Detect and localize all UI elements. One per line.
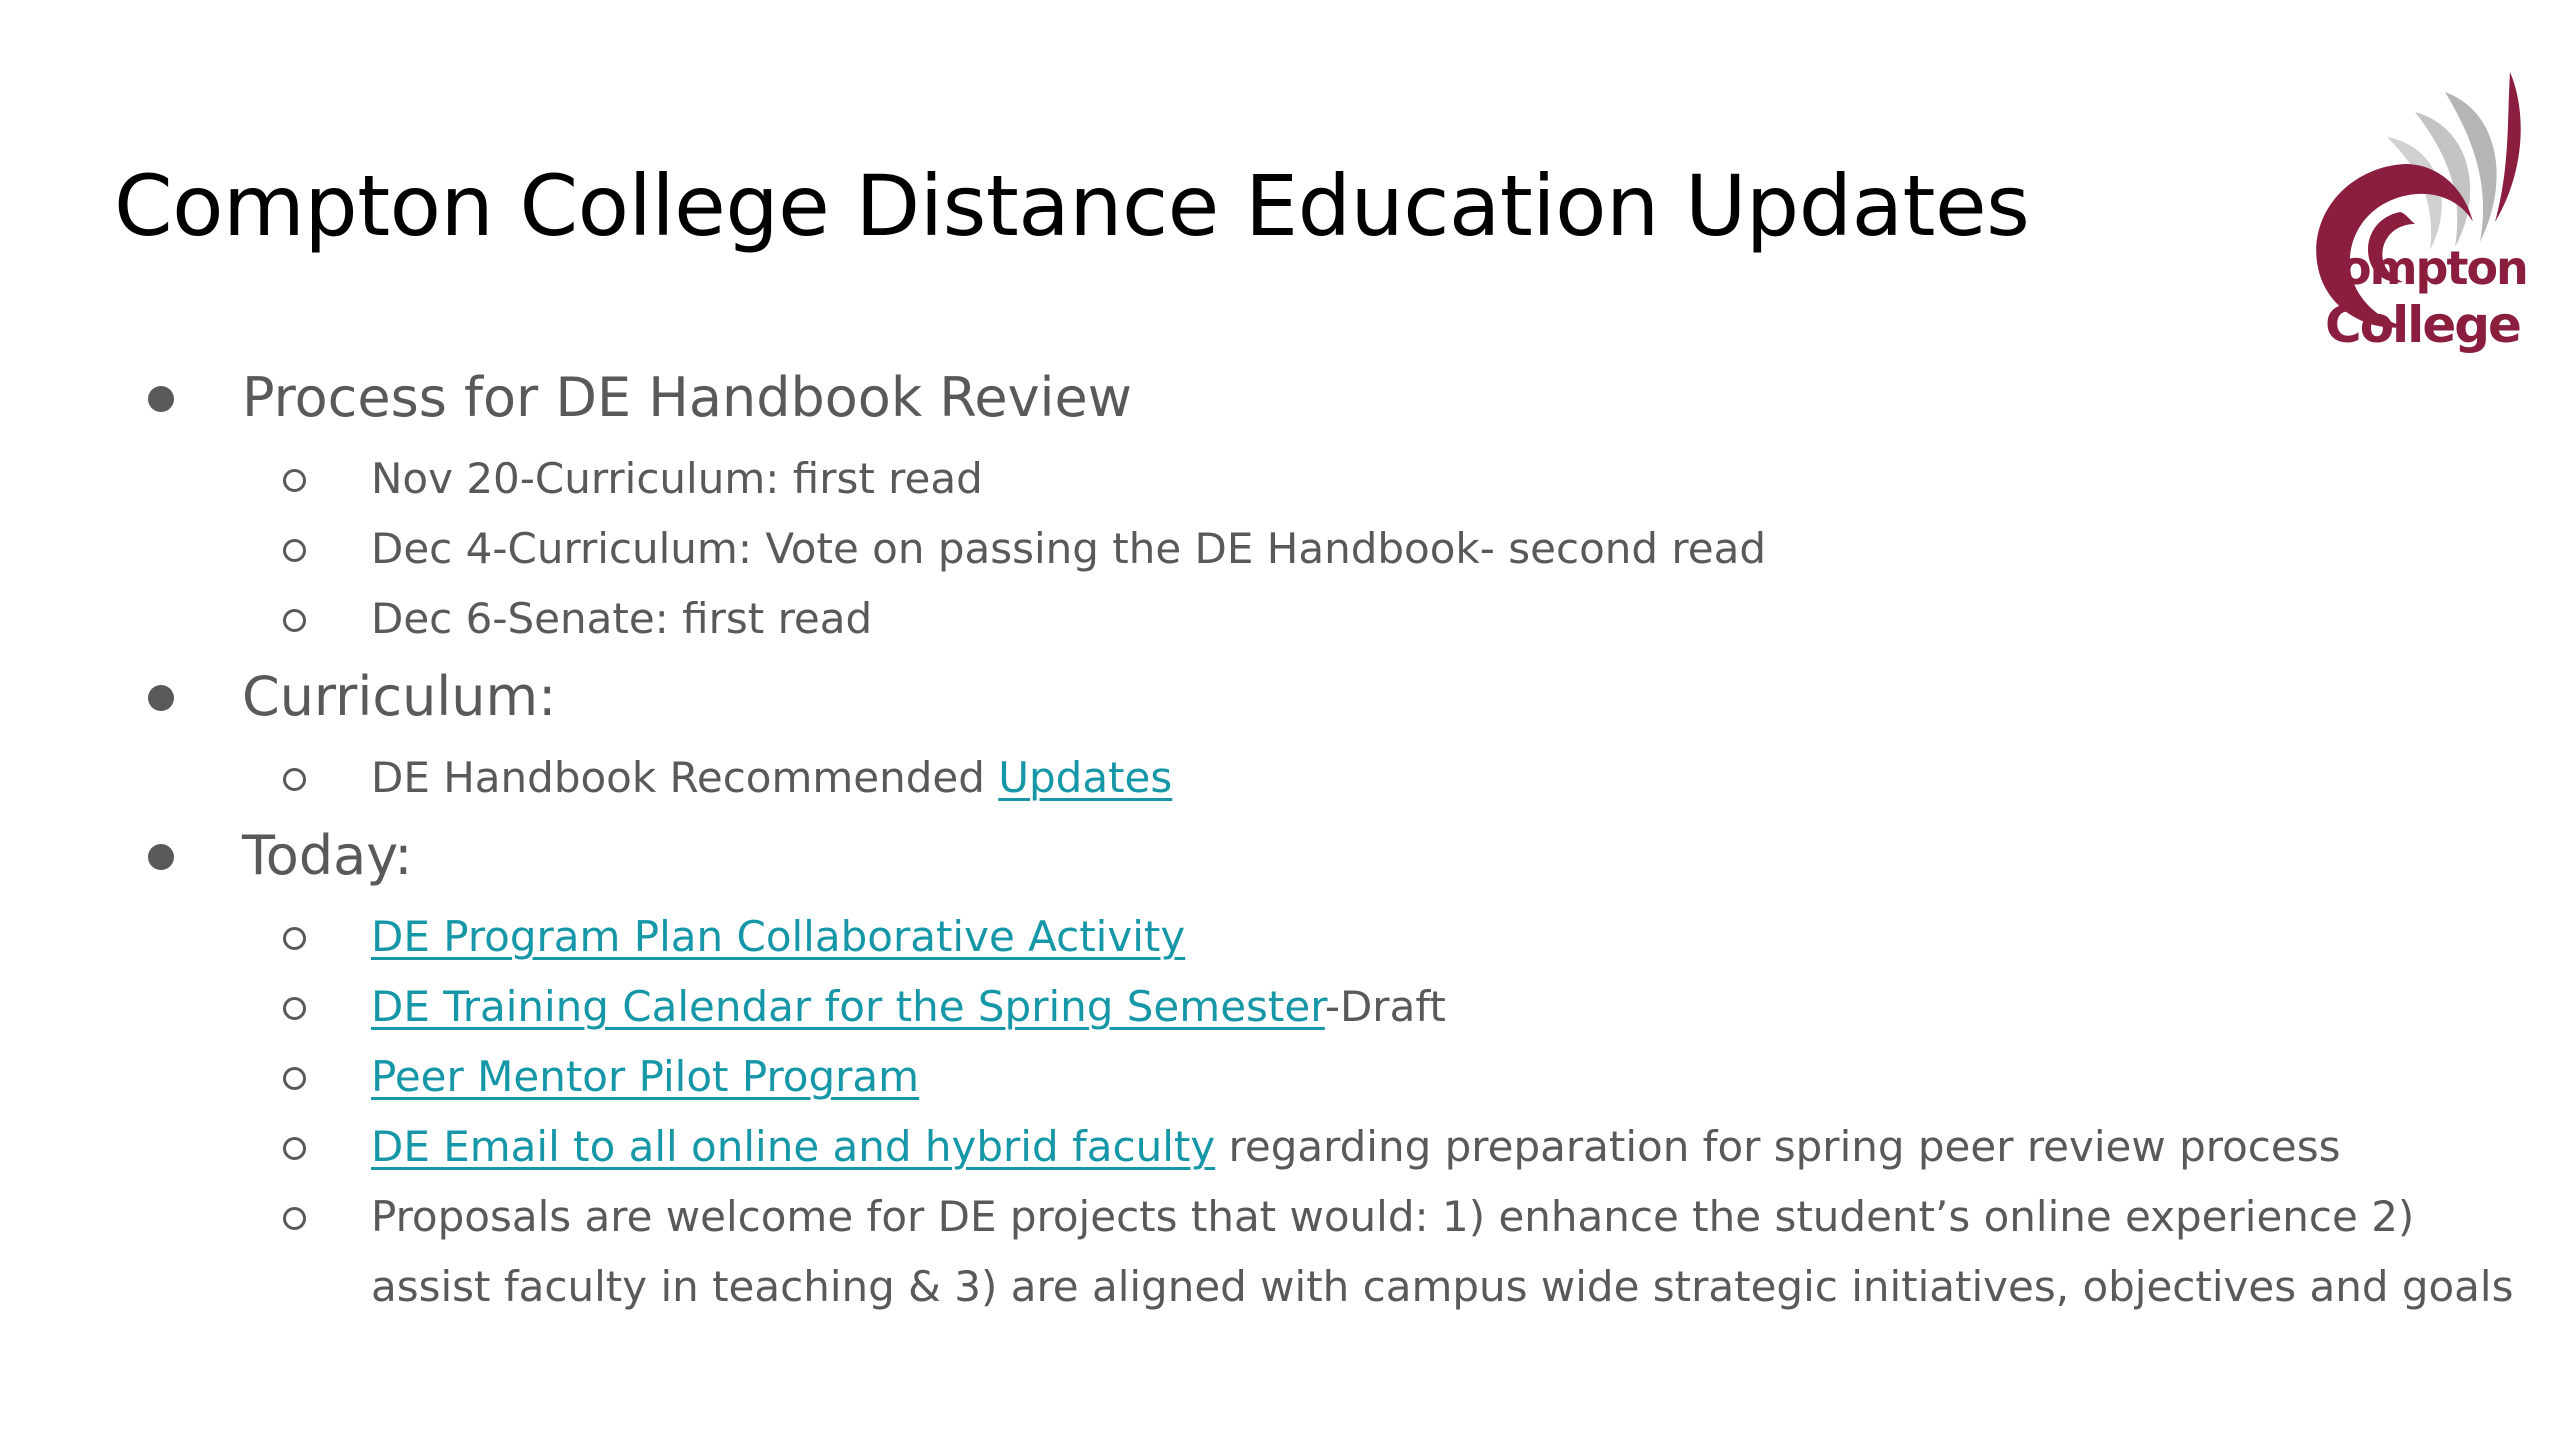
svg-text:ompton: ompton [2340, 241, 2527, 295]
bullet-dot-icon [148, 685, 174, 711]
bullet-dot-icon [148, 844, 174, 870]
slide-title: Compton College Distance Education Updates [114, 157, 2030, 255]
training-suffix: -Draft [1324, 982, 1446, 1031]
training-calendar-link[interactable]: DE Training Calendar for the Spring Semester [371, 982, 1325, 1031]
proposals-line-1: Proposals are welcome for DE projects that would: 1) enhance the student’s online experience 2) [371, 1192, 2415, 1241]
svg-text:College: College [2325, 296, 2520, 354]
bullet-circle-icon [283, 997, 306, 1020]
bullet-today [242, 824, 412, 888]
process-item-1: Nov 20-Curriculum: first read [371, 454, 983, 503]
program-plan-link[interactable]: DE Program Plan Collaborative Activity [371, 912, 1186, 961]
bullet-circle-icon [283, 1207, 306, 1230]
bullet-circle-icon [283, 539, 306, 562]
bullet-today-label: Today: [242, 824, 413, 887]
process-item-2: Dec 4-Curriculum: Vote on passing the DE Handbook- second read [371, 524, 1766, 573]
list-item [371, 452, 983, 506]
bullet-circle-icon [283, 1067, 306, 1090]
bullet-circle-icon [283, 469, 306, 492]
list-item [371, 751, 1172, 805]
process-item-3: Dec 6-Senate: first read [371, 594, 873, 643]
bullet-process-label: Process for DE Handbook Review [242, 366, 1132, 429]
bullet-circle-icon [283, 768, 306, 791]
bullet-process [242, 366, 1132, 430]
peer-mentor-link[interactable]: Peer Mentor Pilot Program [371, 1052, 920, 1101]
list-item [371, 592, 872, 646]
bullet-circle-icon [283, 609, 306, 632]
de-email-link[interactable]: DE Email to all online and hybrid faculty [371, 1122, 1216, 1171]
proposals-line-2: assist faculty in teaching & 3) are aligned with campus wide strategic initiatives, objectives and goals [371, 1262, 2514, 1311]
bullet-dot-icon [148, 386, 174, 412]
bullet-curriculum-label: Curriculum: [242, 665, 557, 728]
list-item-continuation [371, 1260, 2513, 1314]
updates-link[interactable]: Updates [998, 753, 1173, 802]
bullet-circle-icon [283, 1137, 306, 1160]
email-suffix: regarding preparation for spring peer review process [1215, 1122, 2341, 1171]
list-item [371, 910, 1185, 964]
list-item [371, 1050, 919, 1104]
bullet-curriculum [242, 665, 556, 729]
list-item [371, 1120, 2340, 1174]
list-item [371, 522, 1766, 576]
list-item [371, 1190, 2414, 1244]
list-item [371, 980, 1446, 1034]
bullet-circle-icon [283, 927, 306, 950]
curriculum-item-text: DE Handbook Recommended [371, 753, 999, 802]
